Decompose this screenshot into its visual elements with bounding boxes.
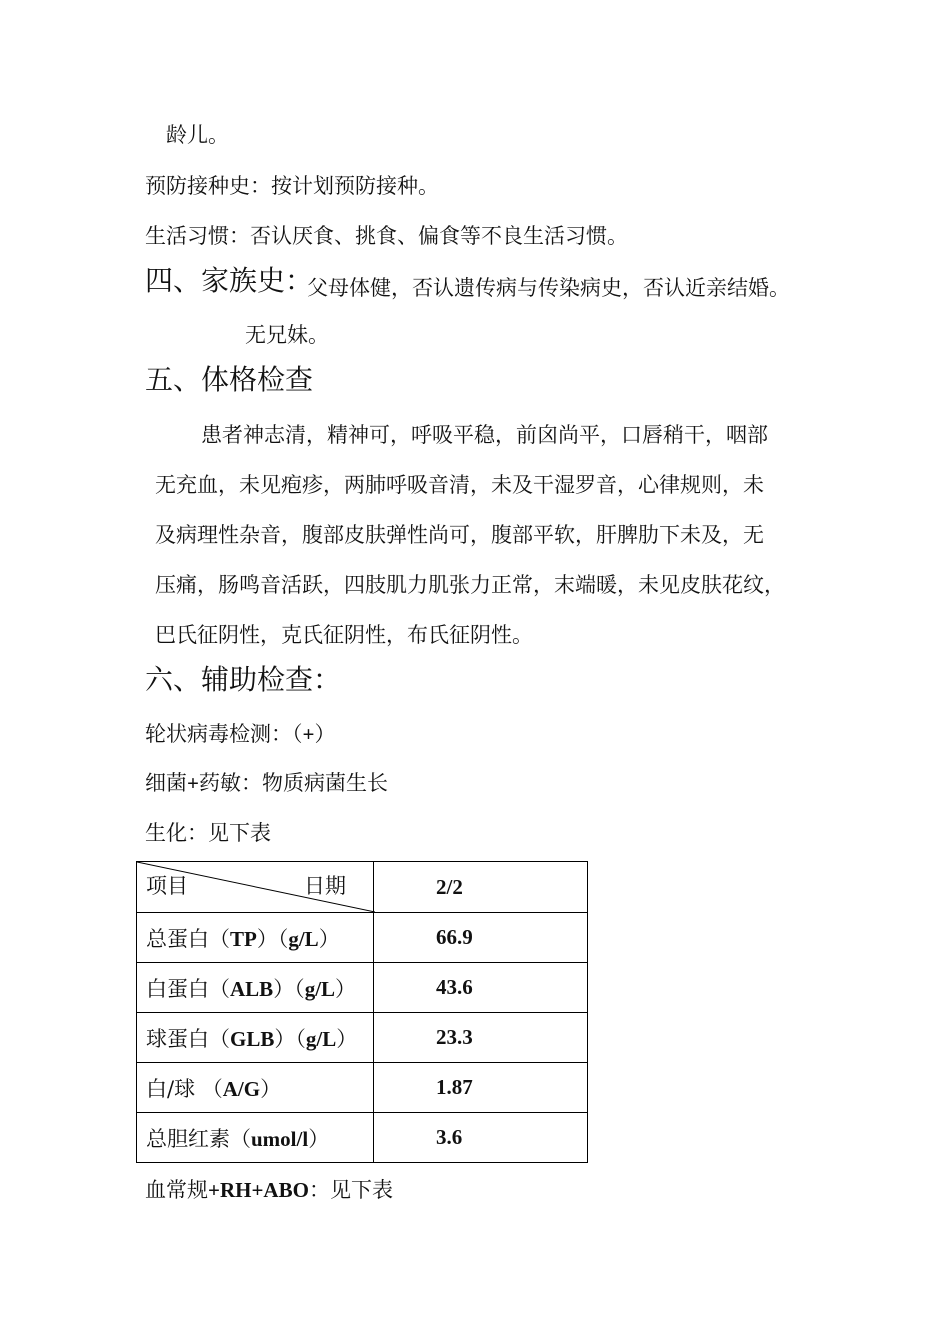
header-item: 项目 xyxy=(146,874,188,898)
exam-line: 患者神志清，精神可，呼吸平稳，前囟尚平，口唇稍干，咽部 xyxy=(201,423,768,447)
aux-exam-heading: 六、辅助检查： xyxy=(145,663,342,696)
history-age-cont: 龄儿。 xyxy=(166,123,229,147)
table-row xyxy=(137,1113,588,1163)
bacteria-culture: 细菌+药敏：物质病菌生长 xyxy=(145,771,388,795)
table-row xyxy=(137,913,588,963)
biochem-table xyxy=(136,861,588,1163)
family-history-heading: 四、家族史： xyxy=(145,264,314,297)
row-name: 总蛋白（TP）（g/L） xyxy=(137,913,374,963)
blood-routine-label: 血常规+RH+ABO：见下表 xyxy=(145,1178,393,1202)
vaccination-history: 预防接种史：按计划预防接种。 xyxy=(145,174,439,198)
table-row xyxy=(137,1013,588,1063)
rotavirus-test: 轮状病毒检测：（+） xyxy=(145,722,336,746)
table-header-row xyxy=(137,862,588,913)
exam-line: 压痛，肠鸣音活跃，四肢肌力肌张力正常，末端暖，未见皮肤花纹， xyxy=(155,573,785,597)
family-history-text: 父母体健，否认遗传病与传染病史，否认近亲结婚。 xyxy=(307,276,790,300)
row-value: 66.9 xyxy=(374,913,588,963)
exam-line: 无充血，未见疱疹，两肺呼吸音清，未及干湿罗音，心律规则，未 xyxy=(155,473,764,497)
row-name: 白/球 （A/G） xyxy=(137,1063,374,1113)
date-value: 2/2 xyxy=(374,862,588,913)
row-value: 3.6 xyxy=(374,1113,588,1163)
row-name: 白蛋白（ALB）（g/L） xyxy=(137,963,374,1013)
row-name: 球蛋白（GLB）（g/L） xyxy=(137,1013,374,1063)
physical-exam-heading: 五、体格检查 xyxy=(145,363,314,396)
row-value: 43.6 xyxy=(374,963,588,1013)
exam-line: 及病理性杂音，腹部皮肤弹性尚可，腹部平软，肝脾肋下未及，无 xyxy=(155,523,764,547)
row-value: 1.87 xyxy=(374,1063,588,1113)
family-history-cont: 无兄妹。 xyxy=(245,323,329,347)
table-row xyxy=(137,963,588,1013)
table-row xyxy=(137,1063,588,1113)
exam-line: 巴氏征阴性，克氏征阴性，布氏征阴性。 xyxy=(155,623,533,647)
header-date: 日期 xyxy=(304,874,346,898)
biochem-label: 生化：见下表 xyxy=(145,821,271,845)
row-name: 总胆红素（umol/l） xyxy=(137,1113,374,1163)
life-habits: 生活习惯：否认厌食、挑食、偏食等不良生活习惯。 xyxy=(145,224,628,248)
row-value: 23.3 xyxy=(374,1013,588,1063)
